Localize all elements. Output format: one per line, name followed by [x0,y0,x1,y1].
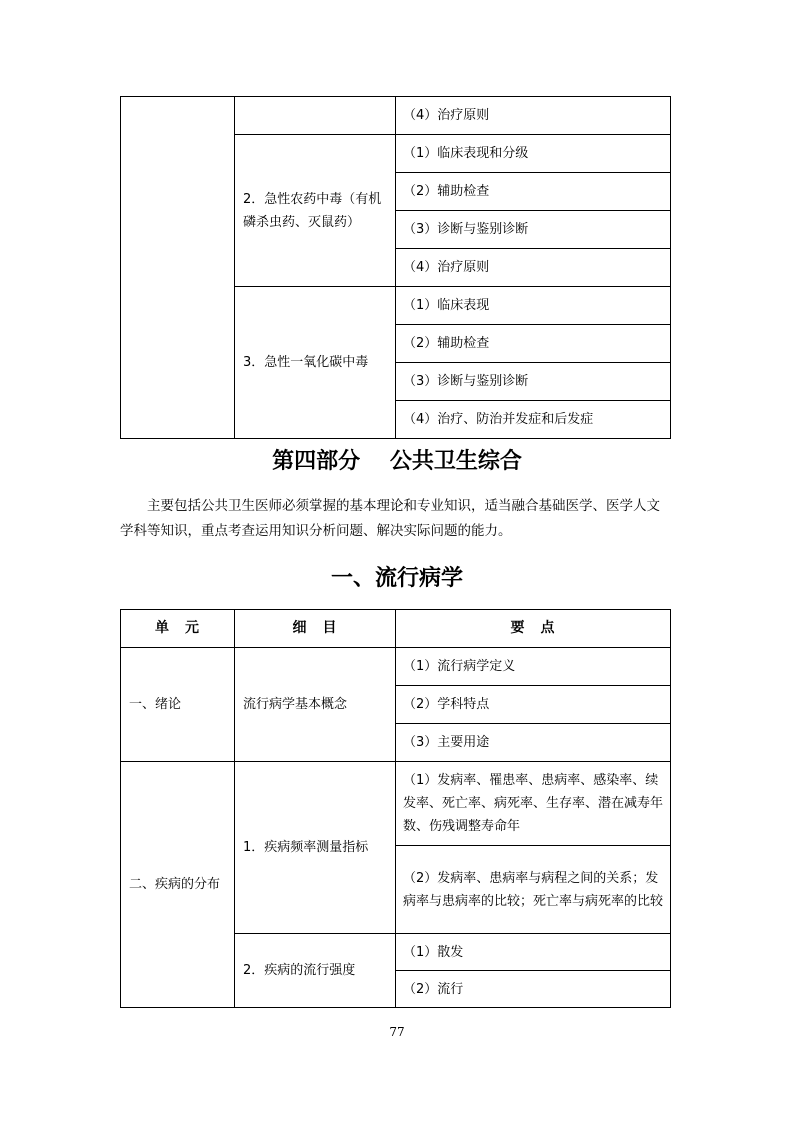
item-cell: 2．疾病的流行强度 [235,934,396,1008]
point-cell: （1）临床表现 [396,287,671,325]
epidemiology-table [120,609,671,1008]
page-number: 77 [389,1025,405,1039]
point-cell: （2）辅助检查 [396,173,671,211]
header-item: 细 目 [235,610,396,648]
unit-cell: 一、绪论 [121,648,235,762]
intro-paragraph: 主要包括公共卫生医师必须掌握的基本理论和专业知识，适当融合基础医学、医学人文学科等知识，重点考查运用知识分析问题、解决实际问题的能力。 [120,498,660,539]
point-cell: （4）治疗原则 [396,249,671,287]
point-cell: （3）诊断与鉴别诊断 [396,363,671,401]
point-cell: （4）治疗、防治并发症和后发症 [396,401,671,439]
point-cell: （2）辅助检查 [396,325,671,363]
point-cell: （1）临床表现和分级 [396,135,671,173]
continuation-table [120,96,671,439]
point-cell: （1）发病率、罹患率、患病率、感染率、续发率、死亡率、病死率、生存率、潜在减寿年数、伤残调整寿命年 [396,762,671,846]
point-cell: （2）发病率、患病率与病程之间的关系；发病率与患病率的比较；死亡率与病死率的比较 [396,846,671,934]
header-point: 要 点 [396,610,671,648]
point-cell: （2）流行 [396,971,671,1008]
unit-cell: 二、疾病的分布 [121,762,235,1008]
point-cell: （3）诊断与鉴别诊断 [396,211,671,249]
item-cell: 流行病学基本概念 [235,648,396,762]
point-cell: （4）治疗原则 [396,97,671,135]
chapter-title: 一、流行病学 [330,565,463,591]
point-cell: （1）流行病学定义 [396,648,671,686]
point-cell: （1）散发 [396,934,671,971]
unit-cell-empty [121,97,235,439]
item-cell-empty [235,97,396,135]
header-unit: 单 元 [121,610,235,648]
point-cell: （2）学科特点 [396,686,671,724]
item-cell: 2．急性农药中毒（有机磷杀虫药、灭鼠药） [235,135,396,287]
item-cell: 3．急性一氧化碳中毒 [235,287,396,439]
item-cell: 1．疾病频率测量指标 [235,762,396,934]
point-cell: （3）主要用途 [396,724,671,762]
part-title: 第四部分 公共卫生综合 [272,448,522,474]
